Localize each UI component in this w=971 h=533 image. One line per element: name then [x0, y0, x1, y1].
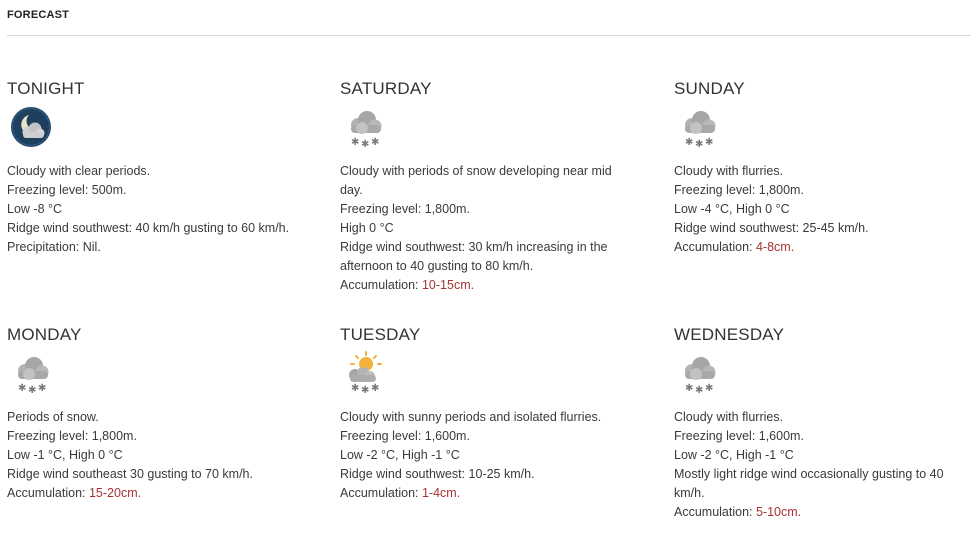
forecast-day-monday	[7, 325, 307, 503]
night-cloudy-icon	[9, 105, 53, 149]
detail-line: Freezing level: 1,600m.	[674, 429, 804, 443]
day-title: MONDAY	[7, 325, 82, 344]
day-title: WEDNESDAY	[674, 325, 785, 344]
detail-line: Ridge wind southwest: 10-25 km/h.	[340, 467, 535, 481]
detail-line: Freezing level: 1,800m.	[340, 202, 470, 216]
accumulation-label: Accumulation:	[7, 486, 89, 500]
forecast-day-sunday	[674, 79, 971, 257]
accumulation-value: 10-15cm.	[421, 278, 475, 292]
forecast-details	[674, 408, 971, 522]
detail-line: Freezing level: 500m.	[7, 183, 127, 197]
forecast-details	[674, 162, 971, 257]
forecast-details	[7, 162, 307, 257]
detail-line: Ridge wind southwest: 30 km/h increasing in the	[340, 240, 608, 254]
accumulation-label: Accumulation:	[674, 505, 756, 519]
detail-line: Cloudy with flurries.	[674, 410, 784, 424]
snow-cloud-icon	[676, 105, 720, 149]
detail-line: Ridge wind southwest: 40 km/h gusting to 60 km/h.	[7, 221, 290, 235]
snow-cloud-icon	[9, 351, 53, 395]
day-title: SATURDAY	[340, 79, 432, 98]
accumulation-line	[7, 484, 307, 503]
detail-line: Freezing level: 1,800m.	[7, 429, 137, 443]
detail-line: km/h.	[674, 486, 705, 500]
accumulation-label: Accumulation:	[674, 240, 756, 254]
detail-line: Low -1 °C, High 0 °C	[7, 448, 123, 462]
snow-cloud-icon	[342, 105, 386, 149]
accumulation-value: 1-4cm.	[421, 486, 461, 500]
day-title: SUNDAY	[674, 79, 745, 98]
snow-cloud-icon	[676, 351, 720, 395]
detail-line: Cloudy with sunny periods and isolated flurries.	[340, 410, 602, 424]
detail-line: Freezing level: 1,600m.	[340, 429, 470, 443]
detail-line: Mostly light ridge wind occasionally gusting to 40	[674, 467, 944, 481]
detail-line: Ridge wind southeast 30 gusting to 70 km/h.	[7, 467, 253, 481]
accumulation-value: 5-10cm.	[755, 505, 802, 519]
forecast-day-wednesday	[674, 325, 971, 522]
accumulation-value: 4-8cm.	[755, 240, 795, 254]
accumulation-line	[340, 276, 640, 295]
forecast-details	[7, 408, 307, 503]
detail-line: Precipitation: Nil.	[7, 240, 101, 254]
detail-line: High 0 °C	[340, 221, 394, 235]
forecast-details	[340, 408, 640, 503]
detail-line: Low -2 °C, High -1 °C	[340, 448, 460, 462]
detail-line: Ridge wind southwest: 25-45 km/h.	[674, 221, 869, 235]
detail-line: Freezing level: 1,800m.	[674, 183, 804, 197]
header-divider	[7, 35, 971, 36]
sun-snow-cloud-icon	[342, 351, 386, 395]
accumulation-label: Accumulation:	[340, 278, 422, 292]
day-title: TONIGHT	[7, 79, 85, 98]
accumulation-label: Accumulation:	[340, 486, 422, 500]
detail-line: afternoon to 40 gusting to 80 km/h.	[340, 259, 534, 273]
forecast-details	[340, 162, 640, 295]
forecast-day-saturday	[340, 79, 640, 295]
detail-line: Low -4 °C, High 0 °C	[674, 202, 790, 216]
forecast-day-tonight	[7, 79, 307, 257]
detail-line: Cloudy with periods of snow developing near mid	[340, 164, 612, 178]
detail-line: Low -2 °C, High -1 °C	[674, 448, 794, 462]
day-title: TUESDAY	[340, 325, 421, 344]
forecast-header: FORECAST	[7, 9, 70, 21]
detail-line: Periods of snow.	[7, 410, 99, 424]
accumulation-line	[674, 503, 971, 522]
detail-line: Low -8 °C	[7, 202, 63, 216]
detail-line: day.	[340, 183, 363, 197]
accumulation-line	[340, 484, 640, 503]
forecast-day-tuesday	[340, 325, 640, 503]
detail-line: Cloudy with flurries.	[674, 164, 784, 178]
detail-line: Cloudy with clear periods.	[7, 164, 151, 178]
accumulation-line	[674, 238, 971, 257]
accumulation-value: 15-20cm.	[88, 486, 142, 500]
